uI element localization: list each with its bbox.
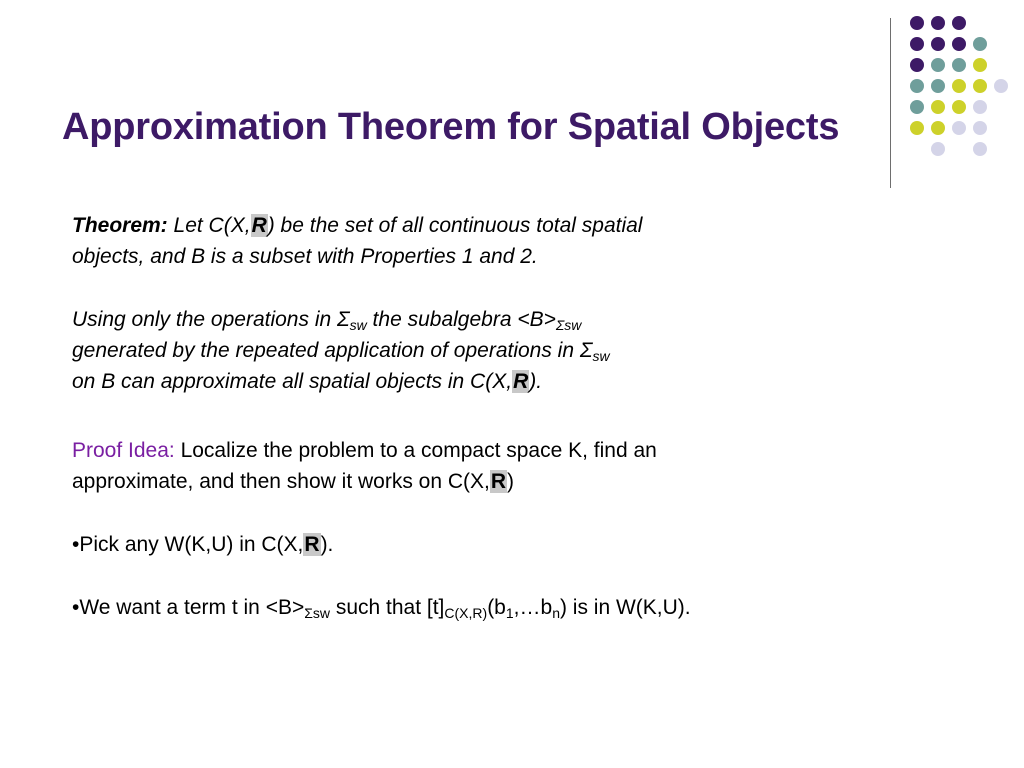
slide-body bbox=[72, 210, 892, 623]
cxr-subscript: C(X,R) bbox=[444, 605, 488, 621]
bullet-text: ) is in W(K,U). bbox=[559, 596, 691, 619]
using-line-3 bbox=[72, 366, 892, 397]
decorative-dot bbox=[973, 79, 987, 93]
using-line-1 bbox=[72, 304, 892, 335]
bullet-text: ,…b bbox=[513, 596, 553, 619]
decorative-dot bbox=[973, 58, 987, 72]
using-line-2 bbox=[72, 335, 892, 366]
decorative-dot bbox=[952, 121, 966, 135]
decorative-dot bbox=[931, 37, 945, 51]
theorem-text: ) be the set of all continuous total spatial bbox=[267, 214, 643, 237]
decorative-dot bbox=[910, 79, 924, 93]
n-subscript: n bbox=[552, 605, 560, 621]
decorative-dot bbox=[931, 58, 945, 72]
reals-symbol: R bbox=[513, 370, 529, 393]
decorative-dot bbox=[973, 121, 987, 135]
decorative-dot bbox=[952, 37, 966, 51]
ssw-subscript: Σsw bbox=[304, 605, 330, 621]
decorative-dot bbox=[952, 79, 966, 93]
using-text: ). bbox=[529, 370, 543, 393]
decorative-dot bbox=[952, 100, 966, 114]
slide-title: Approximation Theorem for Spatial Objects bbox=[62, 106, 840, 148]
bullet-text: •Pick any W(K,U) in C(X, bbox=[72, 533, 304, 556]
decorative-dot bbox=[931, 121, 945, 135]
decorative-dot bbox=[910, 100, 924, 114]
decorative-dot bbox=[931, 79, 945, 93]
theorem-text: Let C(X, bbox=[167, 214, 251, 237]
theorem-label: Theorem: bbox=[72, 214, 168, 237]
proof-line-2 bbox=[72, 466, 892, 497]
decorative-dot bbox=[931, 142, 945, 156]
sw-subscript: sw bbox=[349, 317, 367, 333]
decorative-dot bbox=[952, 16, 966, 30]
decorative-dot bbox=[910, 58, 924, 72]
theorem-line-1 bbox=[72, 210, 892, 241]
decorative-dot bbox=[931, 100, 945, 114]
theorem-line-2: objects, and B is a subset with Properties 1 and 2. bbox=[72, 245, 538, 268]
decorative-dot bbox=[952, 58, 966, 72]
reals-symbol: R bbox=[490, 470, 507, 493]
bullet-text: ). bbox=[320, 533, 334, 556]
decorative-dot bbox=[910, 121, 924, 135]
bullet-pick bbox=[72, 529, 892, 560]
decorative-dot bbox=[910, 16, 924, 30]
reals-symbol: R bbox=[251, 214, 267, 237]
title-divider-line bbox=[890, 18, 891, 188]
one-subscript: 1 bbox=[505, 605, 514, 621]
ssw-subscript: Σsw bbox=[555, 317, 582, 333]
proof-line-1 bbox=[72, 435, 892, 466]
proof-text: approximate, and then show it works on C(X, bbox=[72, 470, 490, 493]
bullet-term bbox=[72, 592, 892, 623]
using-text: the subalgebra <B> bbox=[366, 308, 556, 331]
decorative-dot bbox=[910, 37, 924, 51]
sw-subscript: sw bbox=[592, 348, 610, 364]
decorative-dot bbox=[973, 142, 987, 156]
decorative-dot bbox=[931, 16, 945, 30]
proof-label: Proof Idea: bbox=[72, 439, 175, 462]
bullet-text: •We want a term t in <B> bbox=[72, 596, 305, 619]
bullet-text: such that [t] bbox=[330, 596, 445, 619]
proof-text: Localize the problem to a compact space K, find an bbox=[174, 439, 657, 462]
bullet-text: (b bbox=[487, 596, 506, 619]
proof-text: ) bbox=[507, 470, 515, 493]
decorative-dot bbox=[973, 37, 987, 51]
decorative-dot bbox=[973, 100, 987, 114]
using-text: on B can approximate all spatial objects in C(X, bbox=[72, 370, 513, 393]
decorative-dot bbox=[994, 79, 1008, 93]
reals-symbol: R bbox=[304, 533, 320, 556]
using-text: generated by the repeated application of operations in Σ bbox=[72, 339, 593, 362]
using-text: Using only the operations in Σ bbox=[72, 308, 350, 331]
